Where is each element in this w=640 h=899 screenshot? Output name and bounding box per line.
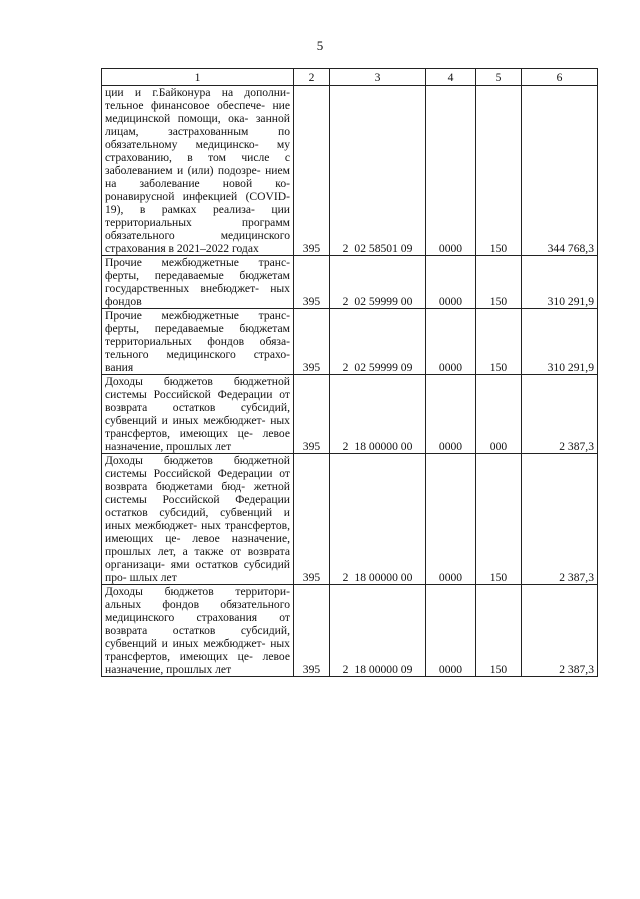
description-line: му страхованию, в том числе с	[105, 138, 290, 164]
column-header: 6	[522, 69, 598, 86]
revenue-code	[330, 454, 426, 585]
table-row	[102, 309, 598, 375]
admin-code: 395	[294, 256, 330, 309]
column-header: 2	[294, 69, 330, 86]
row-description	[102, 585, 294, 677]
description-line: ронавирусной инфекцией	[105, 190, 238, 203]
element-code: 0000	[426, 585, 476, 677]
admin-code: 395	[294, 375, 330, 454]
description-line: медицинского страхования от	[105, 611, 290, 624]
description-line: субвенций и иных межбюджет-	[105, 637, 266, 650]
description-line: от возврата остатков субсидий,	[105, 388, 290, 414]
element-code: 0000	[426, 86, 476, 256]
row-description	[102, 86, 294, 256]
admin-code: 395	[294, 585, 330, 677]
description-line: Прочие межбюджетные транс-	[105, 309, 290, 322]
description-line: ных трансфертов, имеющих це-	[105, 637, 290, 663]
description-line: ных трансфертов, имеющих це-	[105, 519, 290, 545]
description-line: обязательного медицинского	[105, 229, 290, 242]
row-description	[102, 375, 294, 454]
description-line: ями остатков субсидий про-	[105, 558, 291, 584]
table-row	[102, 585, 598, 677]
column-header: 4	[426, 69, 476, 86]
revenue-code-number: 02 59999 09	[354, 361, 413, 374]
revenue-code	[330, 585, 426, 677]
row-description	[102, 309, 294, 375]
budget-table	[101, 68, 598, 677]
row-description	[102, 454, 294, 585]
revenue-code	[330, 375, 426, 454]
description-line: Прочие межбюджетные транс-	[105, 256, 290, 269]
description-line: тельного медицинского страхо-	[105, 348, 290, 361]
element-code: 0000	[426, 256, 476, 309]
admin-code: 395	[294, 309, 330, 375]
admin-code: 395	[294, 454, 330, 585]
amount-value: 310 291,9	[522, 309, 598, 375]
description-line: страхования в 2021–2022 годах	[105, 242, 259, 255]
amount-value: 2 387,3	[522, 454, 598, 585]
subtype-code: 150	[476, 86, 522, 256]
description-line: от возврата бюджетами бюд-	[105, 467, 290, 493]
revenue-code-number: 02 58501 09	[354, 242, 413, 255]
revenue-code-group: 2	[342, 440, 349, 453]
description-line: Доходы бюджетов территори-	[105, 585, 290, 598]
description-line: Федерации остатков субсидий,	[105, 493, 290, 519]
description-line: Доходы бюджетов бюджетной	[105, 454, 290, 467]
description-line: ных фондов	[105, 282, 290, 308]
description-line: Доходы бюджетов бюджетной	[105, 375, 290, 388]
description-line: левое назначение, прошлых лет	[105, 650, 290, 676]
table-row	[102, 256, 598, 309]
description-line: тельное финансовое обеспече-	[105, 99, 266, 112]
table-row	[102, 86, 598, 256]
description-line: ферты, передаваемые бюджетам	[105, 322, 290, 335]
column-header: 1	[102, 69, 294, 86]
revenue-code	[330, 256, 426, 309]
description-line: (COVID-19), в рамках реализа-	[105, 190, 290, 216]
description-line: левое назначение, прошлых лет	[105, 427, 290, 453]
amount-value: 2 387,3	[522, 375, 598, 454]
subtype-code: 150	[476, 309, 522, 375]
description-line: ферты, передаваемые бюджетам	[105, 269, 290, 282]
subtype-code: 150	[476, 585, 522, 677]
revenue-code-number: 18 00000 09	[354, 663, 413, 676]
description-line: системы Российской Федерации	[105, 467, 273, 480]
description-line: жетной системы Российской	[105, 480, 290, 506]
column-header: 3	[330, 69, 426, 86]
subtype-code: 150	[476, 256, 522, 309]
revenue-code	[330, 86, 426, 256]
page-number: 5	[316, 38, 324, 53]
revenue-code-number: 18 00000 00	[354, 440, 413, 453]
description-line: системы Российской Федерации	[105, 388, 273, 401]
description-line: по обязательному медицинско-	[105, 125, 290, 151]
revenue-code-group: 2	[342, 295, 349, 308]
amount-value: 344 768,3	[522, 86, 598, 256]
amount-value: 310 291,9	[522, 256, 598, 309]
revenue-code-group: 2	[342, 571, 349, 584]
table-row	[102, 454, 598, 585]
revenue-code-group: 2	[342, 242, 349, 255]
element-code: 0000	[426, 375, 476, 454]
table-row	[102, 375, 598, 454]
description-line: нием на заболевание новой ко-	[105, 164, 290, 190]
row-description	[102, 256, 294, 309]
description-line: ных трансфертов, имеющих це-	[105, 414, 290, 440]
subtype-code: 000	[476, 375, 522, 454]
description-line: альных фондов обязательного	[105, 598, 290, 611]
admin-code: 395	[294, 86, 330, 256]
description-line: ние медицинской помощи, ока-	[105, 99, 290, 125]
description-line: возврата остатков субсидий,	[105, 624, 290, 637]
description-line: шлых лет	[129, 571, 177, 584]
description-line: территориальных фондов обяза-	[105, 335, 290, 348]
description-line: а также от возврата организаци-	[105, 545, 290, 571]
amount-value: 2 387,3	[522, 585, 598, 677]
description-line: занной лицам, застрахованным	[105, 112, 290, 138]
revenue-code-group: 2	[342, 361, 349, 374]
description-line: вания	[105, 361, 134, 374]
description-line: заболеванием и (или) подозре-	[105, 164, 261, 177]
description-line: левое назначение, прошлых лет,	[105, 532, 290, 558]
revenue-code-number: 02 59999 00	[354, 295, 413, 308]
element-code: 0000	[426, 454, 476, 585]
table-body	[102, 86, 598, 677]
revenue-code-group: 2	[342, 663, 349, 676]
description-line: ции и г.Байконура на дополни-	[105, 86, 290, 99]
description-line: ции территориальных программ	[105, 203, 290, 229]
description-line: государственных внебюджет-	[105, 282, 260, 295]
column-header: 5	[476, 69, 522, 86]
element-code: 0000	[426, 309, 476, 375]
description-line: субвенций и иных межбюджет-	[105, 414, 266, 427]
revenue-code	[330, 309, 426, 375]
revenue-code-number: 18 00000 00	[354, 571, 413, 584]
description-line: субвенций и иных межбюджет-	[105, 506, 290, 532]
table-header-row	[102, 69, 598, 86]
subtype-code: 150	[476, 454, 522, 585]
